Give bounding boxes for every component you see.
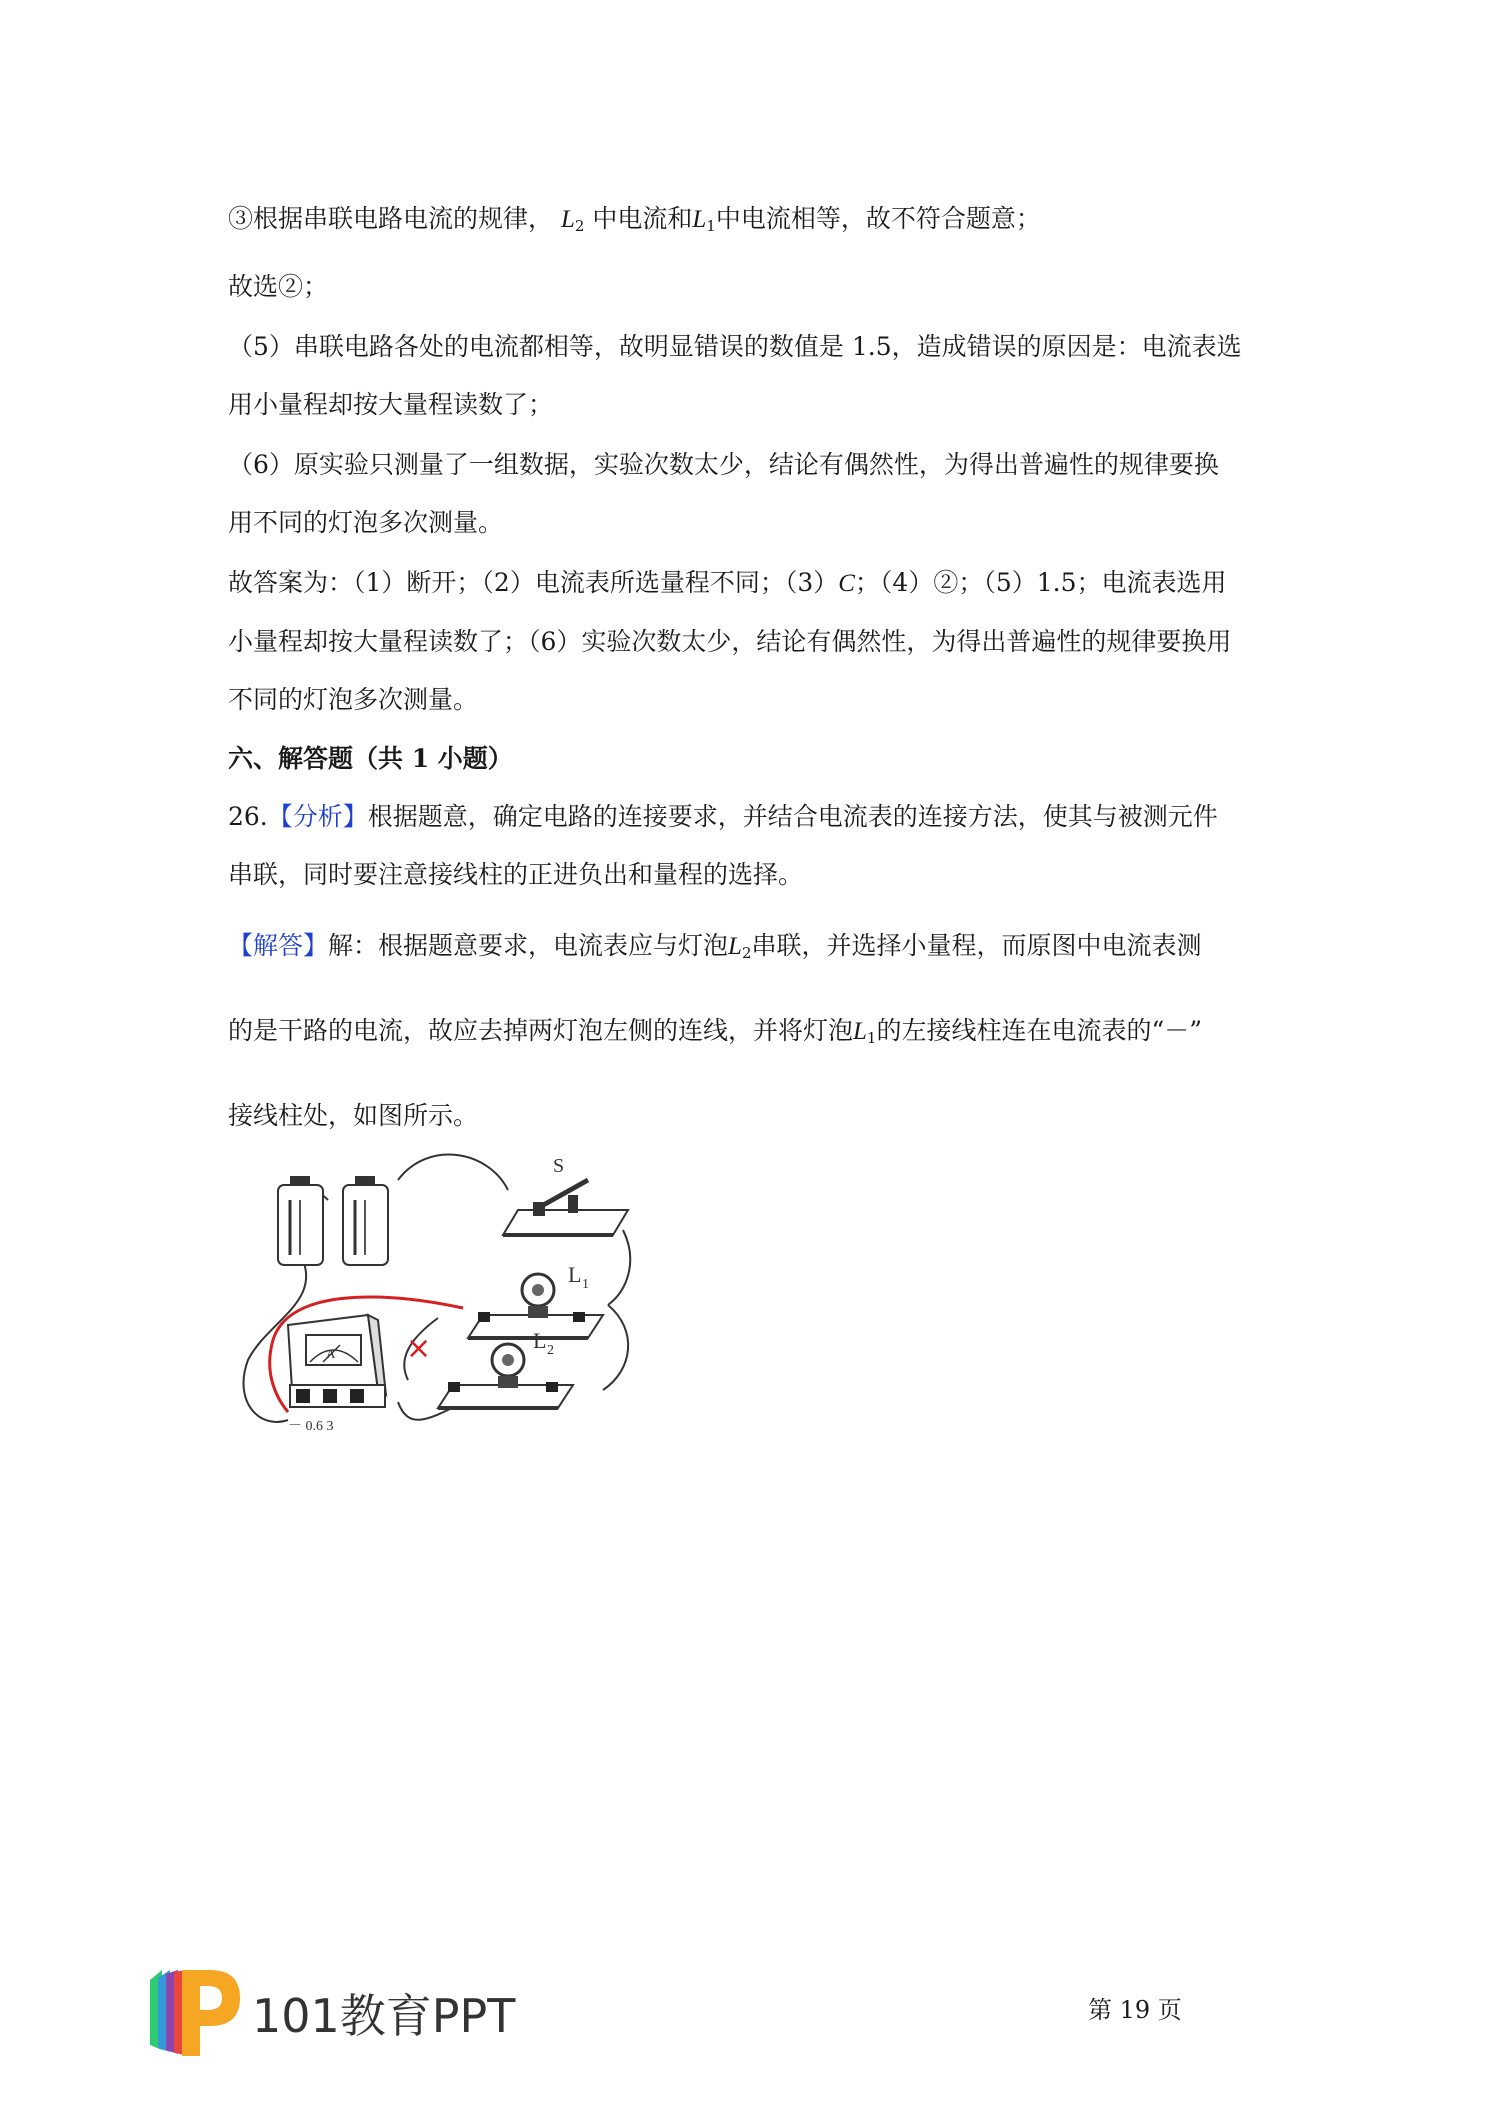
subscript: 2 [741, 944, 752, 962]
paragraph-part5 [228, 318, 1278, 434]
variable-C: C [838, 570, 855, 597]
logo-p-icon [150, 1970, 240, 2056]
wire-lamp1-to-lamp2 [603, 1305, 628, 1390]
text: ；（4）②；（5）1.5；电流表选用 [854, 568, 1227, 597]
lamp-2-subscript: 2 [547, 1343, 554, 1358]
text-line: （6）原实验只测量了一组数据，实验次数太少，结论有偶然性，为得出普遍性的规律要换 [228, 450, 1219, 479]
paragraph-part6 [228, 436, 1278, 552]
text: 故答案为：（1）断开；（2）电流表所选量程不同；（3） [228, 568, 839, 597]
text: 串联，并选择小量程，而原图中电流表测 [751, 931, 1202, 960]
lamp-1-subscript: 1 [582, 1277, 589, 1292]
question-26-analysis [228, 788, 1278, 904]
text: 解：根据题意要求，电流表应与灯泡 [328, 931, 729, 960]
text: 中电流和 [592, 204, 693, 233]
question-number: 26. [228, 802, 268, 831]
paragraph-answer-summary [228, 554, 1278, 729]
wire-switch-to-lamps [608, 1230, 630, 1305]
battery-1-icon [278, 1176, 323, 1265]
switch-label: S [553, 1155, 565, 1177]
subscript: 1 [866, 1029, 877, 1047]
wire-battery-to-switch [398, 1155, 508, 1190]
solution-tag: 【解答】 [228, 931, 329, 960]
section-heading [228, 730, 1278, 788]
ammeter-symbol: A [326, 1346, 336, 1361]
text: ③根据串联电路电流的规律， [228, 204, 554, 233]
ammeter-terminals: － 0.6 3 [288, 1419, 334, 1434]
lamp-2-label: L [533, 1328, 547, 1353]
text: 根据题意，确定电路的连接要求，并结合电流表的连接方法，使其与被测元件 [367, 802, 1218, 831]
section-heading-text: 六、解答题（共 1 小题） [228, 744, 513, 773]
subscript: 2 [574, 217, 585, 235]
paragraph-choice [228, 258, 1278, 316]
variable-L: L [692, 206, 707, 233]
ammeter-icon [288, 1315, 386, 1434]
text: 的是干路的电流，故应去掉两灯泡左侧的连线，并将灯泡 [228, 1016, 854, 1045]
switch-icon [503, 1155, 628, 1235]
cross-mark: × [406, 1331, 432, 1366]
text: 的左接线柱连在电流表的“－” [876, 1016, 1203, 1045]
logo-text: 101教育PPT [252, 1989, 516, 2043]
text-line: 串联，同时要注意接线柱的正进负出和量程的选择。 [228, 860, 804, 889]
lamp-1-label: L [568, 1262, 582, 1287]
variable-L: L [728, 933, 742, 960]
page-number: 第 19 页 [1088, 1996, 1182, 2024]
variable-L: L [560, 206, 575, 233]
subscript: 1 [706, 217, 716, 235]
question-26-solution [228, 916, 1278, 1146]
text-line: 接线柱处，如图所示。 [228, 1101, 479, 1130]
analysis-tag: 【分析】 [267, 802, 368, 831]
text-line: 用小量程却按大量程读数了； [228, 390, 554, 419]
text-line: 小量程却按大量程读数了；（6）实验次数太少，结论有偶然性，为得出普遍性的规律要换用 [228, 627, 1232, 656]
brand-logo [140, 1960, 540, 2060]
text: 故选②； [228, 272, 329, 301]
circuit-diagram [228, 1140, 648, 1440]
text-line: 不同的灯泡多次测量。 [228, 685, 479, 714]
variable-L: L [853, 1018, 867, 1045]
text-line: 用不同的灯泡多次测量。 [228, 508, 504, 537]
paragraph-conclusion-3 [228, 190, 1278, 255]
battery-2-icon [343, 1176, 388, 1265]
lamp-1-icon [468, 1262, 603, 1338]
text: 中电流相等，故不符合题意； [715, 204, 1041, 233]
text-line: （5）串联电路各处的电流都相等，故明显错误的数值是 1.5，造成错误的原因是：电流表选 [228, 332, 1242, 361]
